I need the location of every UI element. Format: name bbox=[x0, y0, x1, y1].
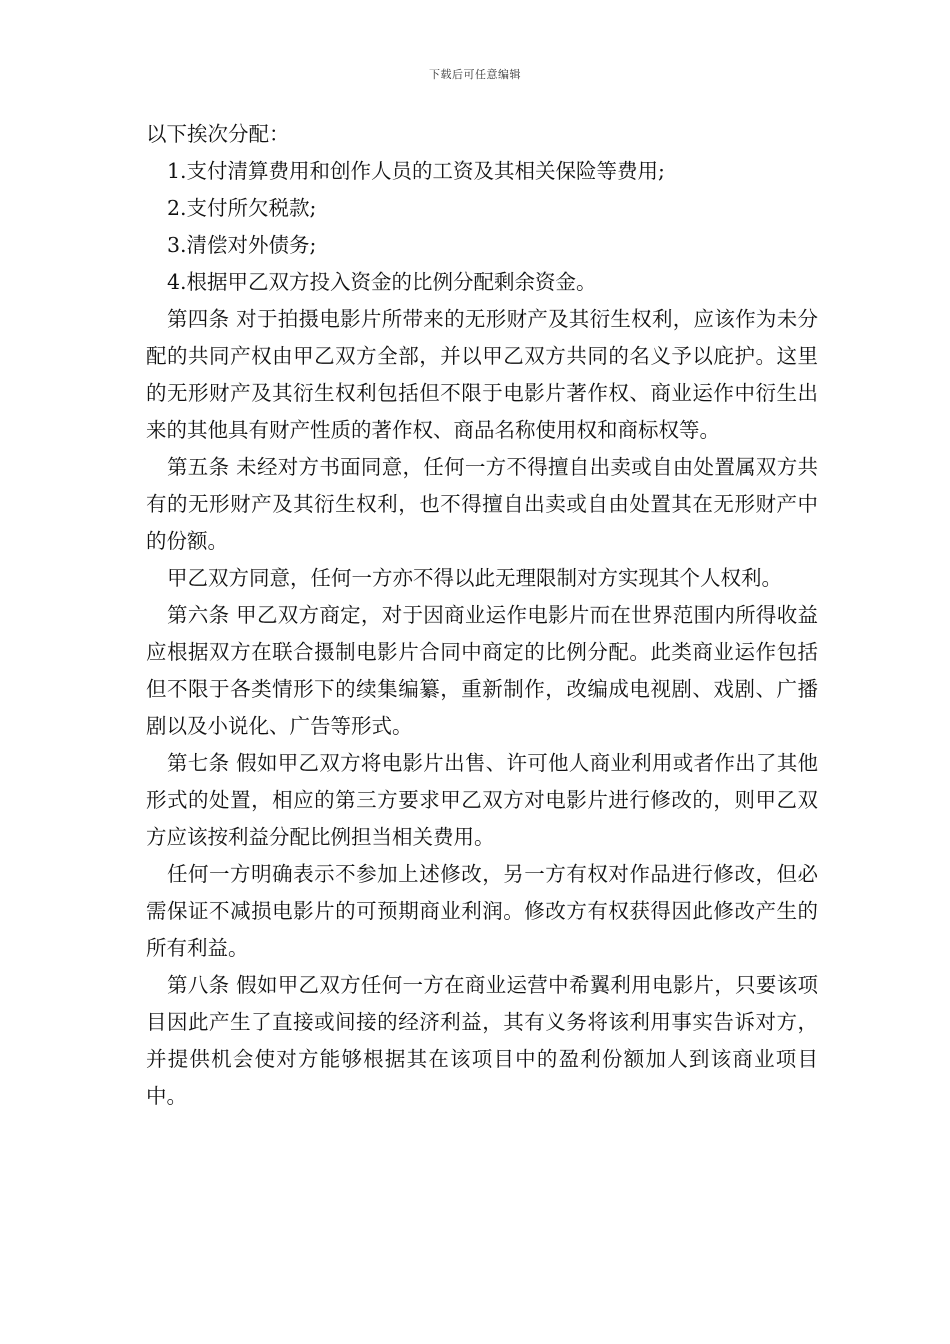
paragraph: 任何一方明确表示不参加上述修改，另一方有权对作品进行修改，但必需保证不减损电影片的可预期商业利润。修改方有权获得因此修改产生的所有利益。 bbox=[146, 862, 818, 960]
article-8-paragraph: 第八条 假如甲乙双方任何一方在商业运营中希翼利用电影片，只要该项目因此产生了直接或间接的经济利益，其有义务将该利用事实告诉对方，并提供机会使对方能够根据其在该项目中的盈利份额加人到该商业项目中。 bbox=[146, 973, 818, 1108]
paragraph: 以下挨次分配： bbox=[146, 122, 290, 146]
article-4-paragraph: 第四条 对于拍摄电影片所带来的无形财产及其衍生权利，应该作为未分配的共同产权由甲乙双方全部，并以甲乙双方共同的名义予以庇护。这里的无形财产及其衍生权利包括但不限于电影片著作权、商业运作中衍生出来的其他具有财产性质的著作权、商品名称使用权和商标权等。 bbox=[146, 307, 818, 442]
list-item: 4.根据甲乙双方投入资金的比例分配剩余资金。 bbox=[167, 270, 597, 294]
list-item: 3.清偿对外债务; bbox=[167, 233, 317, 257]
article-6-paragraph: 第六条 甲乙双方商定，对于因商业运作电影片而在世界范围内所得收益应根据双方在联合摄制电影片合同中商定的比例分配。此类商业运作包括但不限于各类情形下的续集编纂，重新制作，改编成电视剧、戏剧、广播剧以及小说化、广告等形式。 bbox=[146, 603, 818, 738]
list-item: 1.支付清算费用和创作人员的工资及其相关保险等费用; bbox=[167, 159, 665, 183]
document-body bbox=[146, 116, 818, 1115]
article-5-paragraph: 第五条 未经对方书面同意，任何一方不得擅自出卖或自由处置属双方共有的无形财产及其衍生权利，也不得擅自出卖或自由处置其在无形财产中的份额。 bbox=[146, 455, 818, 553]
article-7-paragraph: 第七条 假如甲乙双方将电影片出售、许可他人商业利用或者作出了其他形式的处置，相应的第三方要求甲乙双方对电影片进行修改的，则甲乙双方应该按利益分配比例担当相关费用。 bbox=[146, 751, 818, 849]
page-header: 下载后可任意编辑 bbox=[429, 68, 521, 81]
list-item: 2.支付所欠税款; bbox=[167, 196, 317, 220]
paragraph: 甲乙双方同意，任何一方亦不得以此无理限制对方实现其个人权利。 bbox=[167, 566, 782, 590]
